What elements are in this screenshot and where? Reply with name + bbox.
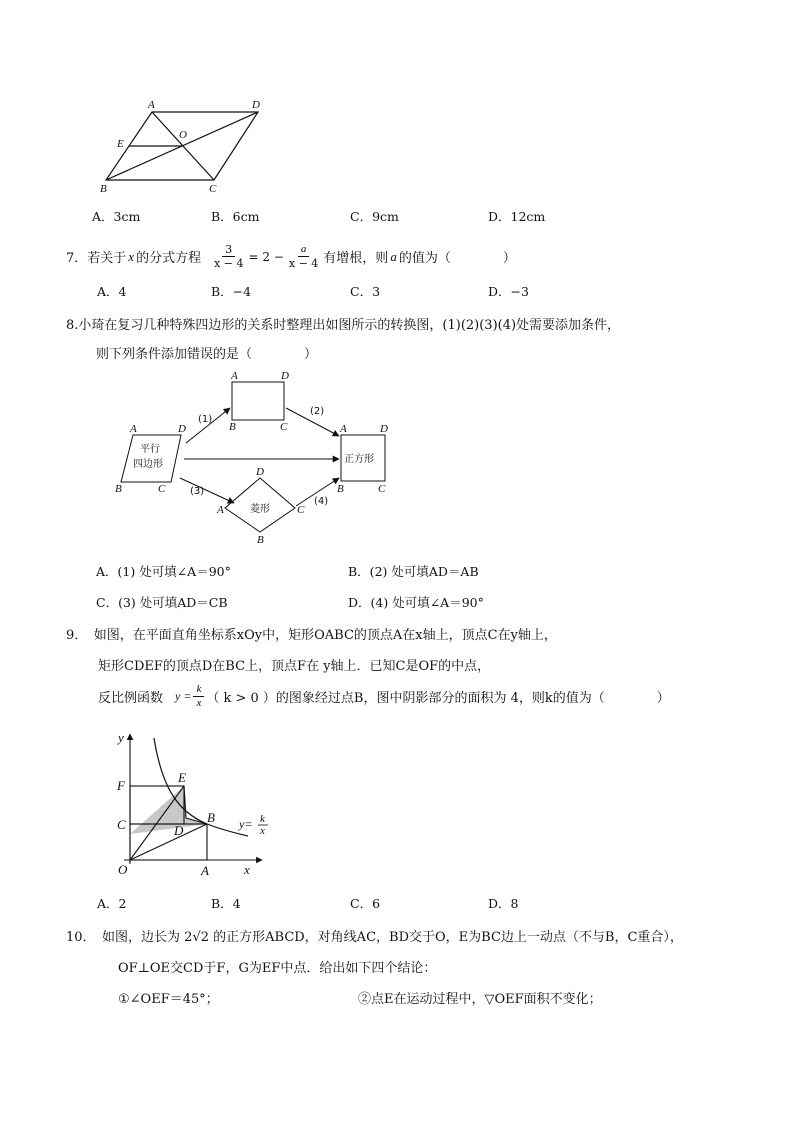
q8-option-a[interactable]: A．(1) 处可填∠A＝90° <box>96 564 231 579</box>
q9-curve-label-x: x <box>260 825 265 837</box>
q7-mid: 的分式方程 <box>136 251 202 266</box>
q8-rhombus-d: D <box>256 466 264 478</box>
q8-rect-d: D <box>281 370 289 382</box>
q9-label-o: O <box>118 862 128 877</box>
q7-option-a[interactable]: A．4 <box>97 284 127 299</box>
q6-label-a: A <box>148 99 155 111</box>
q8-option-c[interactable]: C．(3) 处可填AD＝CB <box>96 595 228 610</box>
q7-fraction-1: $\frac{3}{x - 4}$ <box>214 243 244 270</box>
q6-option-a[interactable]: A．3cm <box>92 209 141 224</box>
q9-label-d: D <box>174 823 184 838</box>
q9-option-a[interactable]: A．2 <box>97 896 127 911</box>
q7-stem <box>66 243 516 270</box>
q6-option-c[interactable]: C．9cm <box>350 209 399 224</box>
q8-rhombus-b: B <box>257 534 264 545</box>
q9-stem-line-3 <box>98 683 670 710</box>
q8-para-a: A <box>130 423 137 435</box>
q8-step-2: (2) <box>310 406 325 417</box>
q8-rect-a: A <box>231 370 238 382</box>
q9-option-c[interactable]: C．6 <box>350 896 381 911</box>
q8-rhombus-c: C <box>297 504 305 516</box>
q6-option-d[interactable]: D．12cm <box>488 209 546 224</box>
q6-parallelogram-figure <box>95 95 275 195</box>
q7-prefix: 7．若关于 <box>66 251 127 266</box>
q8-square-d: D <box>380 423 388 435</box>
q8-step-4: (4) <box>314 496 329 507</box>
q7-suffix-1: 有增根，则 <box>323 251 389 266</box>
q8-step-3: (3) <box>190 486 205 497</box>
q8-para-c: C <box>158 483 166 495</box>
q6-label-e: E <box>117 138 124 150</box>
q8-option-b[interactable]: B．(2) 处可填AD＝AB <box>348 564 479 579</box>
q9-label-f: F <box>117 778 125 793</box>
q8-rect-c: C <box>280 421 288 433</box>
q6-option-b[interactable]: B．6cm <box>211 209 260 224</box>
q8-rectangle-shape <box>232 382 284 420</box>
q8-rect-b: B <box>229 421 236 433</box>
q8-square-c: C <box>378 483 386 495</box>
q9-axis-x: x <box>244 862 250 877</box>
q9-label-a: A <box>201 863 209 878</box>
q7-fraction-2: $\frac{a}{x - 4}$ <box>288 243 319 270</box>
q9-line3-prefix: 反比例函数 <box>98 691 164 706</box>
q7-option-d[interactable]: D．−3 <box>488 284 529 299</box>
q7-var-x: x <box>128 248 135 264</box>
q7-equals: = 2 − <box>248 249 284 264</box>
q8-label-square: 正方形 <box>344 454 374 465</box>
q7-option-c[interactable]: C．3 <box>350 284 381 299</box>
q10-stem-line-1: 10． 如图，边长为 2√2 的正方形ABCD，对角线AC，BD交于O，E为BC边上一动点（不与B，C重合）， <box>66 930 683 945</box>
q10-conclusion-1: ①∠OEF＝45°； <box>118 992 219 1007</box>
q6-label-b: B <box>100 183 107 195</box>
q8-stem-line-1: 8.小琦在复习几种特殊四边形的关系时整理出如图所示的转换图，(1)(2)(3)(4)处需要添加条件， <box>66 318 621 333</box>
q8-label-parallelogram-1: 平行 <box>140 444 160 455</box>
q8-para-b: B <box>115 483 122 495</box>
q7-suffix-2: 的值为（ ） <box>398 251 516 266</box>
q7-var-a: a <box>390 248 397 264</box>
q9-line3-suffix: （ k > 0 ）的图象经过点B，图中阴影部分的面积为 4，则k的值为（ ） <box>206 691 670 706</box>
q8-rhombus-a: A <box>217 504 224 516</box>
q9-option-d[interactable]: D．8 <box>488 896 519 911</box>
q9-coordinate-figure <box>110 728 280 880</box>
q9-label-c: C <box>117 817 126 832</box>
q9-fraction: $\frac{k}{x}$ <box>193 683 204 710</box>
q9-axis-y: y <box>118 730 124 745</box>
q8-para-d: D <box>178 423 186 435</box>
q8-label-parallelogram-2: 四边形 <box>133 459 163 470</box>
q9-curve-label-y: y= <box>239 817 253 831</box>
q8-step-1: (1) <box>198 414 213 425</box>
q6-label-o: O <box>179 129 187 141</box>
q7-option-b[interactable]: B．−4 <box>211 284 252 299</box>
q8-square-a: A <box>340 423 347 435</box>
q9-label-e: E <box>178 770 186 785</box>
q8-square-b: B <box>337 483 344 495</box>
q6-label-d: D <box>252 99 260 111</box>
q9-label-b: B <box>207 810 215 825</box>
q10-stem-line-2: OF⊥OE交CD于F，G为EF中点．给出如下四个结论： <box>118 961 437 976</box>
q9-stem-line-1: 9． 如图，在平面直角坐标系xOy中，矩形OABC的顶点A在x轴上，顶点C在y轴上， <box>66 628 557 643</box>
q9-stem-line-2: 矩形CDEF的顶点D在BC上，顶点F在 y轴上．已知C是OF的中点， <box>98 659 491 674</box>
q9-curve-label-k: k <box>260 813 265 825</box>
q6-label-c: C <box>209 183 217 195</box>
q9-option-b[interactable]: B．4 <box>211 896 241 911</box>
q8-stem-line-2: 则下列条件添加错误的是（ ） <box>96 347 318 362</box>
q8-conversion-diagram <box>108 370 408 545</box>
q8-label-rhombus: 菱形 <box>250 504 270 515</box>
q9-line3-y: y = <box>175 689 192 703</box>
q10-conclusion-2: ②点E在运动过程中，▽OEF面积不变化； <box>358 992 602 1007</box>
q8-option-d[interactable]: D．(4) 处可填∠A＝90° <box>348 595 484 610</box>
